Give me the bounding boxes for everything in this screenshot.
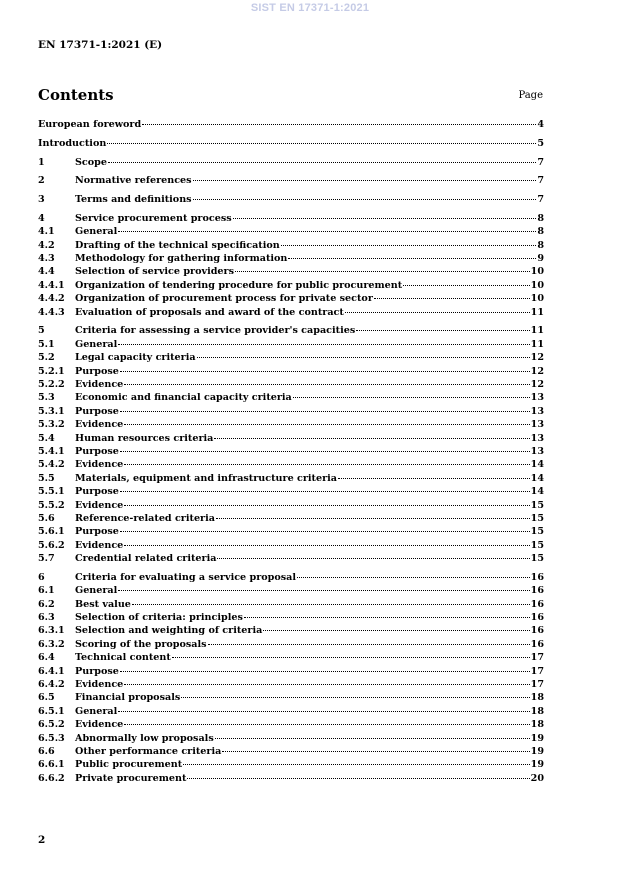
toc-entry-title: Legal capacity criteria	[75, 352, 196, 364]
toc-entry-page: 5	[537, 137, 544, 149]
toc-entry-page: 10	[530, 279, 544, 291]
toc-entry-title: Economic and financial capacity criteria	[75, 392, 292, 404]
toc-entry-page: 17	[530, 678, 544, 690]
toc-entry-page: 13	[530, 392, 544, 404]
toc-entry-title: Evidence	[75, 539, 124, 551]
toc-entry-title: Evidence	[75, 678, 124, 690]
toc-entry-number: 6.3.2	[38, 638, 65, 650]
dot-leader	[118, 344, 529, 345]
toc-entry[interactable]	[38, 459, 544, 472]
toc-entry[interactable]	[38, 692, 544, 705]
dot-leader	[124, 505, 529, 506]
toc-entry-page: 19	[530, 732, 544, 744]
toc-entry-title: Other performance criteria	[75, 745, 222, 757]
toc-entry-number: 4.4	[38, 266, 55, 278]
toc-entry[interactable]	[38, 379, 544, 392]
toc-entry-page: 15	[530, 499, 544, 511]
dot-leader	[214, 438, 529, 439]
dot-leader	[345, 312, 530, 313]
toc-entry-title: Purpose	[75, 445, 119, 457]
toc-entry[interactable]	[38, 446, 544, 459]
dot-leader	[235, 271, 530, 272]
toc-entry-number: 5.3.1	[38, 405, 65, 417]
toc-entry-number: 5.6	[38, 512, 55, 524]
toc-entry-number: 6.3.1	[38, 625, 65, 637]
toc-entry-number: 5.2	[38, 352, 55, 364]
toc-entry[interactable]	[38, 433, 544, 446]
toc-entry-title: Organization of tendering procedure for public procurement	[75, 279, 403, 291]
document-id: EN 17371-1:2021 (E)	[38, 39, 163, 51]
toc-entry-page: 7	[537, 156, 544, 168]
toc-entry-page: 15	[530, 539, 544, 551]
toc-entry-title: Terms and definitions	[75, 194, 192, 206]
toc-entry-page: 13	[530, 432, 544, 444]
toc-entry-number: 4.4.2	[38, 293, 65, 305]
toc-entry[interactable]	[38, 366, 544, 379]
toc-entry-page: 12	[530, 352, 544, 364]
toc-entry[interactable]	[38, 266, 544, 279]
dot-leader	[216, 518, 530, 519]
toc-entry[interactable]	[38, 706, 544, 719]
toc-entry-page: 20	[530, 772, 544, 784]
toc-entry-page: 4	[537, 119, 544, 130]
toc-entry[interactable]	[38, 473, 544, 486]
toc-entry-title: European foreword	[38, 119, 142, 130]
toc-entry[interactable]	[38, 226, 544, 239]
toc-entry-title: Service procurement process	[75, 212, 232, 224]
toc-entry[interactable]	[38, 307, 544, 320]
dot-leader	[120, 531, 530, 532]
toc-entry[interactable]	[38, 599, 544, 612]
toc-entry-page: 15	[530, 526, 544, 538]
toc-entry-title: General	[75, 705, 118, 717]
toc-entry[interactable]	[38, 213, 544, 226]
dot-leader	[187, 778, 529, 779]
toc-entry-number: 5.1	[38, 338, 55, 350]
toc-entry-page: 16	[530, 598, 544, 610]
toc-entry-number: 6.5.2	[38, 719, 65, 731]
toc-entry-title: Evaluation of proposals and award of the contract	[75, 306, 344, 318]
toc-entry-number: 6.6.1	[38, 759, 65, 771]
toc-entry-title: Purpose	[75, 405, 119, 417]
toc-entry-title: Best value	[75, 598, 131, 610]
toc-entry[interactable]	[38, 733, 544, 746]
toc-entry-title: Purpose	[75, 665, 119, 677]
watermark: SIST EN 17371-1:2021	[250, 2, 370, 14]
toc-entry-title: Introduction	[38, 137, 107, 149]
dot-leader	[107, 143, 536, 144]
toc-entry-number: 5.4.2	[38, 459, 65, 471]
toc-entry-title: Evidence	[75, 719, 124, 731]
toc-entry[interactable]	[38, 639, 544, 652]
dot-leader	[124, 464, 529, 465]
toc-entry[interactable]	[38, 612, 544, 625]
toc-entry-title: Human resources criteria	[75, 432, 214, 444]
toc-entry[interactable]	[38, 419, 544, 432]
dot-leader	[222, 751, 529, 752]
dot-leader	[183, 764, 529, 765]
toc-entry-title: Selection of service providers	[75, 266, 234, 278]
dot-leader	[120, 671, 530, 672]
dot-leader	[288, 258, 536, 259]
dot-leader	[132, 604, 530, 605]
toc-entry-title: General	[75, 338, 118, 350]
toc-entry-title: Normative references	[75, 175, 192, 187]
toc-entry-title: Purpose	[75, 526, 119, 538]
toc-entry-page: 14	[530, 472, 544, 484]
toc-entry[interactable]	[38, 293, 544, 306]
toc-entry-number: 6.5.1	[38, 705, 65, 717]
dot-leader	[142, 124, 536, 125]
toc-entry-page: 19	[530, 745, 544, 757]
toc-entry[interactable]	[38, 194, 544, 207]
toc-entry-page: 16	[530, 571, 544, 583]
toc-entry-number: 4	[38, 212, 45, 224]
dot-leader	[124, 384, 529, 385]
toc-entry-title: Criteria for evaluating a service proposal	[75, 571, 297, 583]
toc-entry[interactable]	[38, 572, 544, 585]
toc-entry-title: Reference-related criteria	[75, 512, 215, 524]
dot-leader	[193, 180, 537, 181]
dot-leader	[403, 285, 529, 286]
page-column-label: Page	[518, 90, 543, 101]
toc-entry-page: 11	[530, 325, 544, 337]
toc-entry-page: 10	[530, 293, 544, 305]
dot-leader	[217, 558, 529, 559]
toc-entry[interactable]	[38, 119, 544, 132]
dot-leader	[356, 330, 529, 331]
toc-entry-number: 6	[38, 571, 45, 583]
page-number: 2	[38, 834, 46, 846]
toc-entry-page: 15	[530, 512, 544, 524]
dot-leader	[197, 357, 530, 358]
toc-entry-title: Scoring of the proposals	[75, 638, 207, 650]
toc-entry[interactable]	[38, 759, 544, 772]
toc-entry-title: Scope	[75, 156, 107, 168]
toc-entry-title: Private procurement	[75, 772, 187, 784]
toc-entry-page: 14	[530, 486, 544, 498]
toc-entry[interactable]	[38, 392, 544, 405]
toc-entry-number: 6.4.2	[38, 678, 65, 690]
toc-entry[interactable]	[38, 540, 544, 553]
toc-entry-number: 6.5.3	[38, 732, 65, 744]
toc-entry[interactable]	[38, 138, 544, 151]
toc-entry[interactable]	[38, 486, 544, 499]
toc-entry-number: 5.6.1	[38, 526, 65, 538]
toc-entry[interactable]	[38, 526, 544, 539]
toc-entry[interactable]	[38, 773, 544, 786]
dot-leader	[120, 411, 530, 412]
toc-entry-number: 5.5.2	[38, 499, 65, 511]
dot-leader	[118, 231, 536, 232]
toc-entry-page: 16	[530, 625, 544, 637]
toc-entry-page: 14	[530, 459, 544, 471]
toc-entry[interactable]	[38, 719, 544, 732]
dot-leader	[172, 657, 530, 658]
toc-entry[interactable]	[38, 666, 544, 679]
toc-entry-page: 17	[530, 652, 544, 664]
toc-entry-title: General	[75, 585, 118, 597]
dot-leader	[108, 162, 536, 163]
toc-entry[interactable]	[38, 500, 544, 513]
toc-entry-title: Technical content	[75, 652, 171, 664]
toc-entry-title: General	[75, 226, 118, 238]
toc-entry[interactable]	[38, 325, 544, 338]
toc-entry-number: 5.5.1	[38, 486, 65, 498]
toc-entry-number: 6.3	[38, 612, 55, 624]
dot-leader	[208, 644, 530, 645]
dot-leader	[120, 491, 530, 492]
toc-entry-title: Public procurement	[75, 759, 183, 771]
dot-leader	[215, 738, 530, 739]
toc-entry-page: 18	[530, 705, 544, 717]
toc-entry-page: 12	[530, 378, 544, 390]
table-of-contents	[38, 119, 544, 786]
toc-entry-title: Credential related criteria	[75, 553, 217, 565]
toc-entry-number: 5.4.1	[38, 445, 65, 457]
toc-entry-title: Evidence	[75, 419, 124, 431]
toc-entry-number: 1	[38, 156, 45, 168]
toc-entry-page: 16	[530, 585, 544, 597]
toc-entry-page: 13	[530, 445, 544, 457]
toc-entry-number: 5.4	[38, 432, 55, 444]
toc-entry-page: 11	[530, 338, 544, 350]
dot-leader	[124, 545, 529, 546]
toc-entry-page: 18	[530, 692, 544, 704]
toc-entry-page: 13	[530, 405, 544, 417]
toc-entry-page: 7	[537, 194, 544, 206]
dot-leader	[338, 478, 530, 479]
toc-entry-number: 5.7	[38, 553, 55, 565]
toc-entry-page: 19	[530, 759, 544, 771]
dot-leader	[124, 684, 529, 685]
toc-entry[interactable]	[38, 406, 544, 419]
toc-entry-number: 5.3.2	[38, 419, 65, 431]
toc-entry-number: 6.6.2	[38, 772, 65, 784]
toc-entry-title: Selection of criteria: principles	[75, 612, 243, 624]
toc-entry[interactable]	[38, 280, 544, 293]
toc-entry-page: 8	[537, 212, 544, 224]
toc-entry-title: Purpose	[75, 365, 119, 377]
toc-entry[interactable]	[38, 253, 544, 266]
toc-entry-title: Purpose	[75, 486, 119, 498]
toc-entry-page: 17	[530, 665, 544, 677]
toc-entry-number: 5.3	[38, 392, 55, 404]
toc-entry-title: Drafting of the technical specification	[75, 239, 280, 251]
toc-entry-page: 8	[537, 226, 544, 238]
toc-entry-title: Selection and weighting of criteria	[75, 625, 263, 637]
dot-leader	[244, 617, 530, 618]
toc-entry-number: 5.2.1	[38, 365, 65, 377]
toc-entry[interactable]	[38, 157, 544, 170]
dot-leader	[120, 451, 530, 452]
toc-entry-number: 5	[38, 325, 45, 337]
toc-entry-title: Financial proposals	[75, 692, 181, 704]
toc-entry-number: 6.6	[38, 745, 55, 757]
toc-entry[interactable]	[38, 175, 544, 188]
toc-entry[interactable]	[38, 553, 544, 566]
dot-leader	[374, 298, 530, 299]
page-title: Contents	[38, 86, 114, 104]
toc-entry-title: Evidence	[75, 459, 124, 471]
toc-entry-number: 4.3	[38, 253, 55, 265]
toc-entry-title: Evidence	[75, 499, 124, 511]
toc-entry-number: 3	[38, 194, 45, 206]
toc-entry-title: Organization of procurement process for private sector	[75, 293, 373, 305]
toc-entry-number: 5.2.2	[38, 378, 65, 390]
toc-entry-page: 8	[537, 239, 544, 251]
toc-entry-number: 5.5	[38, 472, 55, 484]
dot-leader	[118, 711, 529, 712]
toc-entry[interactable]	[38, 746, 544, 759]
toc-entry[interactable]	[38, 513, 544, 526]
dot-leader	[193, 199, 537, 200]
toc-entry-number: 6.4.1	[38, 665, 65, 677]
dot-leader	[293, 397, 530, 398]
dot-leader	[181, 697, 529, 698]
toc-entry-number: 2	[38, 175, 45, 187]
toc-entry-page: 11	[530, 306, 544, 318]
dot-leader	[124, 424, 529, 425]
toc-entry-page: 13	[530, 419, 544, 431]
toc-entry[interactable]	[38, 585, 544, 598]
toc-entry[interactable]	[38, 339, 544, 352]
toc-entry-page: 16	[530, 612, 544, 624]
toc-entry[interactable]	[38, 679, 544, 692]
toc-entry-page: 9	[537, 253, 544, 265]
toc-entry-title: Abnormally low proposals	[75, 732, 214, 744]
toc-entry-number: 6.5	[38, 692, 55, 704]
toc-entry-title: Evidence	[75, 378, 124, 390]
toc-entry-page: 16	[530, 638, 544, 650]
toc-entry-number: 6.1	[38, 585, 55, 597]
dot-leader	[297, 577, 530, 578]
toc-entry[interactable]	[38, 240, 544, 253]
toc-entry-number: 5.6.2	[38, 539, 65, 551]
toc-entry-title: Materials, equipment and infrastructure criteria	[75, 472, 338, 484]
toc-entry-page: 7	[537, 175, 544, 187]
dot-leader	[263, 630, 529, 631]
toc-entry-page: 12	[530, 365, 544, 377]
toc-entry-title: Methodology for gathering information	[75, 253, 288, 265]
dot-leader	[124, 724, 529, 725]
dot-leader	[281, 245, 537, 246]
toc-entry-title: Criteria for assessing a service provider's capacities	[75, 325, 356, 337]
toc-entry-page: 15	[530, 553, 544, 565]
toc-entry-number: 4.4.1	[38, 279, 65, 291]
toc-entry-number: 4.4.3	[38, 306, 65, 318]
toc-entry-page: 10	[530, 266, 544, 278]
dot-leader	[118, 590, 529, 591]
toc-entry-number: 4.1	[38, 226, 55, 238]
dot-leader	[233, 218, 537, 219]
toc-entry-number: 6.4	[38, 652, 55, 664]
toc-entry-number: 4.2	[38, 239, 55, 251]
toc-entry-page: 18	[530, 719, 544, 731]
toc-entry-number: 6.2	[38, 598, 55, 610]
toc-entry[interactable]	[38, 625, 544, 638]
toc-entry[interactable]	[38, 352, 544, 365]
toc-entry[interactable]	[38, 652, 544, 665]
dot-leader	[120, 371, 530, 372]
